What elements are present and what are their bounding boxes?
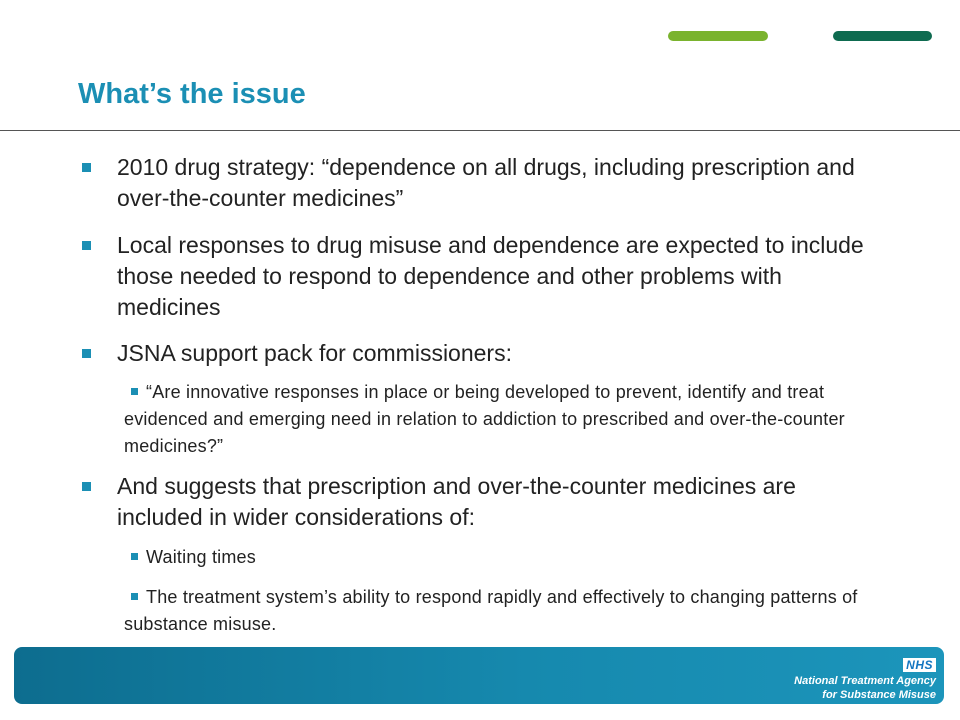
square-bullet-icon bbox=[131, 388, 138, 395]
sub-bullet-treatment-system bbox=[80, 584, 880, 638]
bullet-jsna-support-pack bbox=[80, 338, 880, 369]
square-bullet-icon bbox=[82, 163, 91, 172]
bullet-text: 2010 drug strategy: “dependence on all drugs, including prescription and over-the-counter medicines” bbox=[117, 154, 855, 211]
sub-bullet-text: Waiting times bbox=[146, 547, 256, 567]
logo-line-1: National Treatment Agency bbox=[794, 675, 936, 687]
bullet-wider-considerations bbox=[80, 471, 880, 533]
sub-bullet-innovative-responses bbox=[80, 379, 880, 460]
bullet-text: JSNA support pack for commissioners: bbox=[117, 340, 512, 366]
square-bullet-icon bbox=[82, 482, 91, 491]
accent-bar-teal bbox=[833, 31, 932, 41]
bullet-text: And suggests that prescription and over-the-counter medicines are included in wider considerations of: bbox=[117, 473, 796, 530]
slide-title: What’s the issue bbox=[78, 78, 306, 110]
square-bullet-icon bbox=[82, 349, 91, 358]
square-bullet-icon bbox=[82, 241, 91, 250]
square-bullet-icon bbox=[131, 553, 138, 560]
logo-line-2: for Substance Misuse bbox=[822, 689, 936, 701]
square-bullet-icon bbox=[131, 593, 138, 600]
nhs-logo-badge: NHS bbox=[903, 658, 936, 672]
title-divider bbox=[0, 130, 960, 131]
slide-body bbox=[80, 152, 880, 638]
bullet-drug-strategy bbox=[80, 152, 880, 214]
sub-bullet-text: “Are innovative responses in place or being developed to prevent, identify and treat evidenced and emerging need in relation to addiction to prescribed and over-the-counter medicines?” bbox=[124, 382, 845, 456]
bullet-local-responses bbox=[80, 230, 880, 323]
sub-bullet-waiting-times bbox=[80, 544, 880, 571]
sub-bullet-text: The treatment system’s ability to respond rapidly and effectively to changing patterns of substance misuse. bbox=[124, 587, 858, 634]
accent-bar-green bbox=[668, 31, 768, 41]
bullet-text: Local responses to drug misuse and dependence are expected to include those needed to respond to dependence and other problems with medicines bbox=[117, 232, 864, 320]
nta-logo bbox=[776, 656, 936, 700]
